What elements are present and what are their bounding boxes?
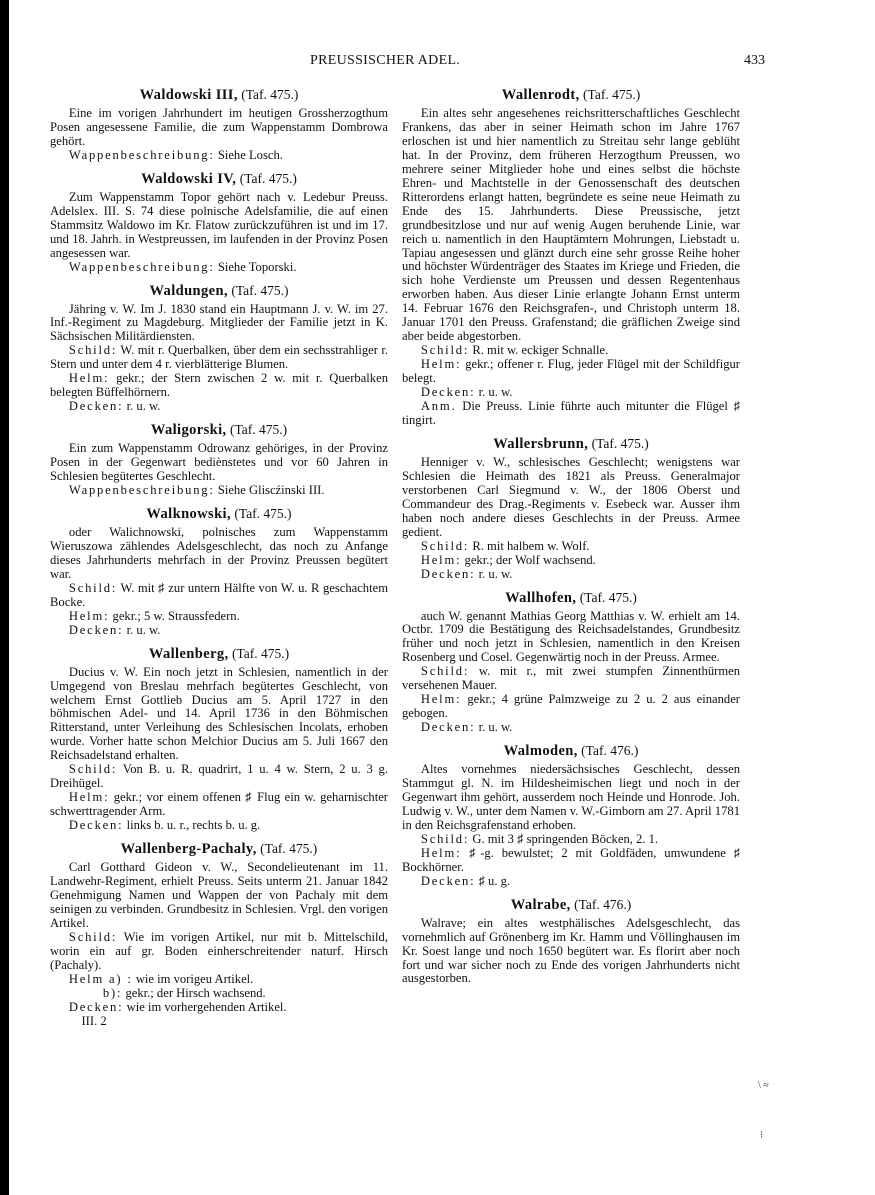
line-text: W. mit r. Querbalken, über dem ein sechsstrahliger r. Stern und unter dem 4 r. vierblätterige Blumen. bbox=[50, 343, 388, 372]
heraldic-line bbox=[402, 386, 740, 400]
scan-mark: \ ≈ bbox=[758, 1080, 769, 1091]
line-text: R. mit w. eckiger Schnalle. bbox=[472, 343, 609, 358]
signature-mark: III. 2 bbox=[81, 1013, 107, 1028]
line-text: Von B. u. R. quadrirt, 1 u. 4 w. Stern, 2 u. 3 g. Dreihügel. bbox=[50, 762, 389, 791]
entry-waldowski-iii bbox=[50, 86, 388, 163]
entry-heading bbox=[50, 645, 388, 663]
entry-heading bbox=[50, 282, 388, 300]
line-text: gekr.; vor einem offenen ♯ Flug ein w. geharnischter schwerttragender Arm. bbox=[50, 790, 389, 819]
line-label: Schild: bbox=[68, 929, 118, 944]
heraldic-line bbox=[50, 624, 388, 638]
entry-walrabe bbox=[402, 896, 740, 987]
entry-heading bbox=[50, 170, 388, 188]
entry-waldungen bbox=[50, 282, 388, 415]
entry-description: oder Walichnowski, polnisches zum Wappenstamm Wieruszowa zählendes Adelsgeschlecht, das noch zu Anfange dieses Jahrhunderts mehrfach in der Provinz Preussen begütert war. bbox=[50, 524, 388, 581]
heraldic-line bbox=[50, 484, 388, 498]
family-name: Wallenberg-Pachaly, bbox=[120, 841, 257, 858]
heraldic-line bbox=[50, 344, 388, 372]
line-label: Decken: bbox=[68, 818, 124, 833]
line-label: Helm: bbox=[68, 608, 110, 623]
heraldic-line bbox=[50, 610, 388, 624]
entry-description: Eine im vorigen Jahrhundert im heutigen Grossherzogthum Posen angesessene Familie, die zum Wappenstamm Dombrowa gehört. bbox=[50, 106, 388, 148]
line-text: Wie im vorigen Artikel, nur mit b. Mittelschild, worin ein auf gr. Boden einherschreitender naturf. Hirsch (Pachaly). bbox=[50, 929, 388, 972]
line-label: Wappenbeschreibung: bbox=[68, 483, 215, 498]
entry-description: Altes vornehmes niedersächsisches Geschlecht, dessen Stammgut gl. N. im Hildesheimischen liegt und noch in der Gegenwart ihm gehört, ausserdem noch Heinde und Honrode. Joh. Ludwig v. W., unter dem Namen v. W.-Gimborn am 27. April 1781 in den Reichsgrafenstand erhoben. bbox=[402, 762, 740, 832]
entry-description: Jähring v. W. Im J. 1830 stand ein Hauptmann J. v. W. im 27. Inf.-Regiment zu Magdeburg. Mitglieder der Familie jetzt in K. Sächsischen Militärdiensten. bbox=[50, 301, 388, 344]
heraldic-line bbox=[50, 582, 388, 610]
line-label: Helm: bbox=[420, 692, 462, 707]
line-label: Schild: bbox=[420, 831, 470, 846]
line-label: Decken: bbox=[420, 385, 476, 400]
line-text: W. mit ♯ zur untern Hälfte von W. u. R geschachtem Bocke. bbox=[50, 580, 388, 609]
entry-wallenrodt bbox=[402, 86, 740, 428]
line-text: ♯ u. g. bbox=[478, 873, 511, 888]
line-label: b): bbox=[102, 985, 123, 1000]
line-label: Decken: bbox=[420, 873, 476, 888]
line-text: gekr.; offener r. Flug, jeder Flügel mit der Schildfigur belegt. bbox=[402, 357, 740, 386]
family-name: Waldowski III, bbox=[139, 87, 238, 103]
entry-heading bbox=[50, 86, 388, 104]
plate-reference: (Taf. 475.) bbox=[231, 282, 289, 298]
heraldic-line bbox=[402, 721, 740, 735]
entry-heading bbox=[50, 505, 388, 523]
line-label: Schild: bbox=[420, 343, 470, 358]
page-header bbox=[0, 53, 875, 73]
right-column bbox=[402, 86, 740, 993]
scan-mark-2: ⁝ bbox=[760, 1130, 764, 1141]
line-text: Die Preuss. Linie führte auch mitunter die Flügel ♯ tingirt. bbox=[402, 399, 740, 427]
entry-heading bbox=[50, 840, 388, 858]
heraldic-line bbox=[402, 833, 740, 847]
line-text: r. u. w. bbox=[126, 622, 161, 637]
line-text: links b. u. r., rechts b. u. g. bbox=[126, 818, 261, 833]
heraldic-line bbox=[50, 372, 388, 400]
heraldic-line bbox=[50, 763, 388, 791]
entry-wallhofen bbox=[402, 589, 740, 736]
entry-description: Henniger v. W., schlesisches Geschlecht; wenigstens war Schlesien die Heimath des 1821 als Preuss. Generalmajor verstorbenen Carl Siegmund v. W., der 1806 Oberst und Commandeur des Drag.-Regiments v. Esebeck war. Ausser ihm haben noch andere dieses Geschlechts in der Preuss. Armee gedient. bbox=[402, 454, 740, 539]
line-text: gekr.; 5 w. Straussfedern. bbox=[112, 608, 240, 623]
entry-walknowski bbox=[50, 505, 388, 638]
line-label: Helm: bbox=[420, 845, 462, 860]
family-name: Wallenberg, bbox=[148, 645, 229, 662]
heraldic-line bbox=[50, 400, 388, 414]
line-text: Siehe Losch. bbox=[217, 147, 283, 162]
heraldic-line bbox=[50, 931, 388, 973]
plate-reference: (Taf. 475.) bbox=[591, 435, 649, 451]
plate-reference: (Taf. 476.) bbox=[574, 896, 632, 912]
page-number: 433 bbox=[744, 53, 765, 68]
plate-reference: (Taf. 475.) bbox=[241, 87, 299, 102]
line-text: r. u. w. bbox=[126, 399, 161, 414]
heraldic-line bbox=[402, 400, 740, 428]
heraldic-line bbox=[402, 693, 740, 721]
entry-walmoden bbox=[402, 742, 740, 889]
entry-description: Ein altes sehr angesehenes reichsritterschaftliches Geschlecht Frankens, das aber in seiner Heimath schon im Jahre 1767 erloschen ist und hier namentlich zu Streitau sehr lange geblüht hat. In der Provinz, dem früheren Herzogthum Preussen, wo mehrere seiner Mitglieder hohe und eines selbst die höchste Ehren- und Machtstelle in der Genossenschaft des deutschen Ritterordens erlangt hatten, begründete es seine neue Heimath zu Ende des 15. Jahrhunderts. Diese Preussische, jetzt grundbesitzlose und nur auf wenig Augen beruhende Linie, war reich u. namentlich in den Hauptämtern Mohrungen, Liebstadt u. Tapiau angesessen und glänzt durch eine sehr grosse Reihe hoher und höchster Würdenträger des Staates im Kriege und Frieden, die sich hohe Verdienste um Preussen und dessen Regentenhaus erworben haben. Aus dieser Linie erlangte Johann Ernst unterm 14. Februar 1676 den Reichsgrafen-, und Christoph unterm 18. Januar 1701 den Preuss. Grafenstand; die gräflichen Zweige sind aber beide abgestorben. bbox=[402, 106, 740, 344]
line-label: Helm: bbox=[420, 552, 462, 567]
heraldic-line bbox=[402, 875, 740, 889]
plate-reference: (Taf. 475.) bbox=[234, 505, 292, 521]
line-label: Wappenbeschreibung: bbox=[68, 259, 215, 274]
line-label: Decken: bbox=[420, 720, 476, 735]
entry-heading bbox=[402, 589, 740, 607]
line-label: Decken: bbox=[420, 566, 476, 581]
plate-reference: (Taf. 476.) bbox=[581, 743, 639, 759]
line-text: r. u. w. bbox=[478, 720, 513, 735]
line-label: Decken: bbox=[68, 399, 124, 414]
line-label: Helm a) : bbox=[68, 971, 133, 986]
line-label: Helm: bbox=[68, 371, 110, 386]
entry-description: Carl Gotthard Gideon v. W., Secondelieutenant im 11. Landwehr-Regiment, erhielt Preuss. Seits unterm 21. Januar 1842 Genehmigung Namen und Wappen der von Pachaly mit dem seinigen zu verbinden. Grundbesitz in Schlesien. Vrgl. den vorigen Artikel. bbox=[50, 860, 388, 930]
line-text: r. u. w. bbox=[478, 385, 513, 400]
line-label: Helm: bbox=[420, 357, 462, 372]
family-name: Walknowski, bbox=[146, 505, 232, 522]
line-text: G. mit 3 ♯ springenden Böcken, 2. 1. bbox=[472, 831, 659, 846]
line-text: Siehe Toporski. bbox=[217, 259, 297, 274]
entry-heading bbox=[402, 742, 740, 760]
plate-reference: (Taf. 475.) bbox=[583, 87, 641, 102]
left-column bbox=[50, 86, 388, 1035]
entry-description: Zum Wappenstamm Topor gehört nach v. Ledebur Preuss. Adelslex. III. S. 74 diese polnische Adelsfamilie, die auf einen Stammsitz Waldowo im Kr. Flatow zurückzuführen ist und im 17. und 18. Jahrh. in Westpreussen, im laufenden in der Provinz Posen angesessen war. bbox=[50, 189, 388, 260]
line-label: Schild: bbox=[420, 664, 470, 679]
family-name: Wallenrodt, bbox=[501, 87, 580, 103]
line-text: gekr.; der Hirsch wachsend. bbox=[125, 985, 266, 1000]
line-label: Helm: bbox=[68, 790, 110, 805]
heraldic-line bbox=[402, 847, 740, 875]
entry-description: Ein zum Wappenstamm Odrowanz gehöriges, in der Provinz Posen in der Gegenwart bediènstetes und vor 60 Jahren in Schlesien begütertes Geschlecht. bbox=[50, 441, 388, 484]
heraldic-line bbox=[50, 1001, 388, 1015]
line-label: Decken: bbox=[68, 622, 124, 637]
entry-waldowski-iv bbox=[50, 170, 388, 275]
line-text: r. u. w. bbox=[478, 566, 513, 581]
line-label: Anm. bbox=[420, 399, 457, 414]
plate-reference: (Taf. 475.) bbox=[579, 589, 637, 605]
heraldic-line bbox=[402, 554, 740, 568]
heraldic-line bbox=[50, 987, 388, 1001]
family-name: Waldowski IV, bbox=[141, 170, 237, 187]
family-name: Walrabe, bbox=[510, 896, 571, 913]
heraldic-line bbox=[50, 149, 388, 163]
line-text: wie im vorhergehenden Artikel. bbox=[126, 999, 287, 1014]
family-name: Waligorski, bbox=[150, 422, 227, 439]
entry-heading bbox=[402, 86, 740, 104]
heraldic-line bbox=[402, 568, 740, 582]
heraldic-line bbox=[50, 973, 388, 987]
entry-heading bbox=[50, 421, 388, 439]
family-name: Wallersbrunn, bbox=[493, 435, 589, 452]
heraldic-line bbox=[50, 791, 388, 819]
entry-heading bbox=[402, 896, 740, 914]
plate-reference: (Taf. 475.) bbox=[260, 841, 318, 857]
heraldic-line bbox=[402, 665, 740, 693]
line-text: Siehe Gliscźinski III. bbox=[217, 483, 325, 498]
entry-description: Ducius v. W. Ein noch jetzt in Schlesien, namentlich in der Umgegend von Breslau mehrfach begütertes Geschlecht, von welchem Ernst Gottlieb Ducius am 5. April 1727 in den böhmischen Adel- und 14. April 1736 in den Böhmischen Ritterstand, unter Verleihung des Schlesischen Incolats, erhoben wurde. Vorher hatte schon Melchior Ducius am 5. Juli 1667 den Reichsadelstand erhalten. bbox=[50, 664, 388, 763]
entry-wallersbrunn bbox=[402, 435, 740, 582]
family-name: Waldungen, bbox=[149, 282, 228, 299]
entry-waligorski bbox=[50, 421, 388, 498]
line-text: wie im vorigeu Artikel. bbox=[135, 971, 254, 986]
scan-edge bbox=[0, 0, 9, 1195]
family-name: Walmoden, bbox=[503, 743, 578, 760]
running-title: PREUSSISCHER ADEL. bbox=[310, 53, 461, 68]
line-text: gekr.; 4 grüne Palmzweige zu 2 u. 2 aus einander gebogen. bbox=[402, 692, 740, 721]
heraldic-line bbox=[50, 819, 388, 833]
entry-wallenberg bbox=[50, 645, 388, 833]
entry-description: Walrave; ein altes westphälisches Adelsgeschlecht, das vornehmlich auf Grönenberg im Kr. Hamm und Völlinghausen im Kr. Soest lange und noch 1650 begütert war. Es florirt aber noch fort und war sicher noch zu Ende des vorigen Jahrhunderts nicht ausgestorben. bbox=[402, 915, 740, 986]
line-label: Schild: bbox=[68, 580, 118, 595]
heraldic-line bbox=[402, 358, 740, 386]
line-label: Schild: bbox=[420, 538, 470, 553]
entry-description: auch W. genannt Mathias Georg Matthias v. W. erhielt am 14. Octbr. 1709 die Bestätigung des Reichsadelstandes, Grundbesitz früher und noch jetzt in Schlesien, namentlich in den Kreisen Rosenberg und Cosel. Gegenwärtig noch in der Preuss. Armee. bbox=[402, 608, 740, 665]
entry-heading bbox=[402, 435, 740, 453]
line-text: R. mit halbem w. Wolf. bbox=[472, 538, 590, 553]
line-label: Decken: bbox=[68, 999, 124, 1014]
plate-reference: (Taf. 475.) bbox=[229, 422, 288, 438]
plate-reference: (Taf. 475.) bbox=[231, 645, 290, 661]
entry-wallenberg-pachaly bbox=[50, 840, 388, 1028]
line-label: Schild: bbox=[68, 762, 118, 777]
line-text: ♯-g. bewulstet; 2 mit Goldfäden, umwundene ♯ Bockhörner. bbox=[402, 845, 740, 874]
line-text: w. mit r., mit zwei stumpfen Zinnenthürmen versehenen Mauer. bbox=[402, 664, 741, 693]
line-text: gekr.; der Stern zwischen 2 w. mit r. Querbalken belegten Büffelhörnern. bbox=[50, 371, 388, 400]
line-label: Schild: bbox=[68, 343, 118, 358]
heraldic-line bbox=[50, 261, 388, 275]
line-label: Wappenbeschreibung: bbox=[68, 147, 215, 162]
family-name: Wallhofen, bbox=[505, 589, 577, 606]
plate-reference: (Taf. 475.) bbox=[239, 170, 297, 186]
line-text: gekr.; der Wolf wachsend. bbox=[464, 552, 596, 567]
heraldic-line bbox=[402, 540, 740, 554]
heraldic-line bbox=[402, 344, 740, 358]
